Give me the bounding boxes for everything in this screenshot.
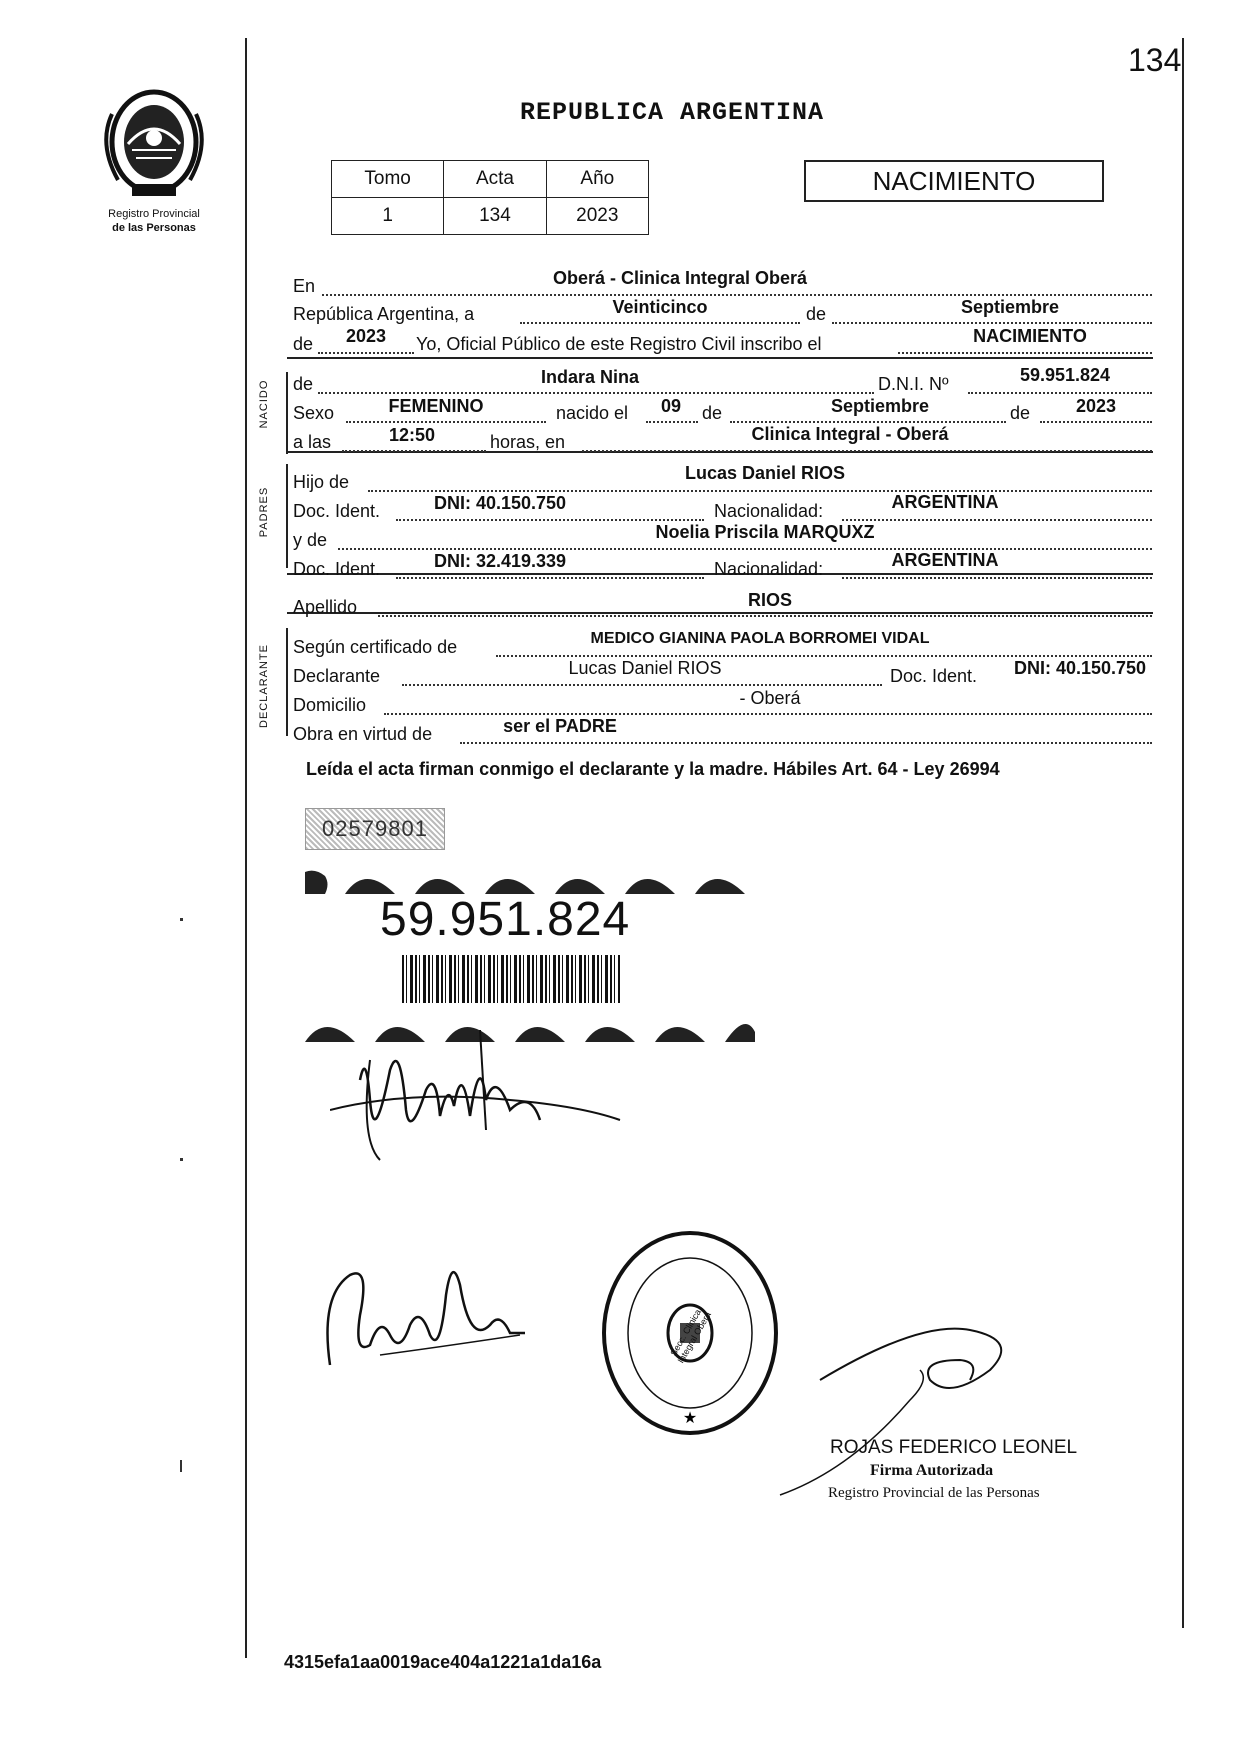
dni-dots (968, 392, 1152, 394)
signature-icon (320, 1255, 540, 1385)
separator-4 (287, 612, 1153, 614)
domicilio-dots (384, 713, 1152, 715)
domicilio-value: - Oberá (739, 688, 801, 708)
right-margin-line (1182, 38, 1184, 1628)
lugar-dots (582, 450, 1152, 452)
nac-de1-label: de (702, 403, 723, 423)
mes-dots (832, 322, 1152, 324)
nac2-value: ARGENTINA (891, 550, 999, 570)
table-value-tomo: 1 (332, 198, 444, 235)
domicilio-label: Domicilio (293, 695, 367, 715)
table-header-anio: Año (546, 161, 648, 198)
stamp-code (305, 808, 445, 850)
nombre-dots (318, 392, 874, 394)
anio-prefix: de (293, 334, 314, 354)
record-type-box: NACIMIENTO (804, 160, 1104, 202)
en-value: Oberá - Clinica Integral Oberá (552, 268, 808, 288)
horas-label: horas, en (490, 432, 566, 452)
table-value-anio: 2023 (546, 198, 648, 235)
yde-label: y de (293, 530, 328, 550)
nac2-dots (842, 577, 1152, 579)
separator-1 (287, 357, 1153, 359)
scan-dot (180, 1460, 182, 1472)
nac-anio-value: 2023 (1075, 396, 1117, 416)
doc1-dots (396, 519, 704, 521)
padres-bracket (286, 464, 288, 568)
inscribo-value: NACIMIENTO (973, 326, 1087, 346)
official-name: ROJAS FEDERICO LEONEL (830, 1437, 1078, 1458)
sexo-dots (346, 421, 546, 423)
apellido-value: RIOS (747, 590, 792, 610)
seal-caption-1: Registro Provincial (108, 208, 200, 220)
cert-dots (496, 655, 1152, 657)
dia-value: Veinticinco (612, 297, 708, 317)
dni-label: D.N.I. Nº (878, 374, 949, 394)
madre-value: Noelia Priscila MARQUXZ (655, 522, 875, 542)
declarante-value: Lucas Daniel RIOS (568, 658, 722, 678)
nombre-de-label: de (293, 374, 314, 394)
obra-label: Obra en virtud de (293, 724, 433, 744)
province-seal (98, 84, 210, 204)
hijo-label: Hijo de (293, 472, 350, 492)
doc2-value: DNI: 32.419.339 (433, 551, 567, 571)
declarante-dots (402, 684, 882, 686)
scan-dot (180, 1158, 183, 1161)
official-org: Registro Provincial de las Personas (828, 1485, 1040, 1501)
sexo-value: FEMENINO (388, 396, 484, 416)
doc2-label: Doc. Ident. (293, 559, 381, 579)
hora-dots (342, 450, 486, 452)
alas-label: a las (293, 432, 332, 452)
page-number: 134 (1128, 42, 1182, 78)
svg-text:★: ★ (682, 1410, 698, 1427)
inscribo-dots (898, 352, 1152, 354)
page-title: REPUBLICA ARGENTINA (520, 98, 825, 127)
side-label-declarante: DECLARANTE (258, 644, 270, 728)
padre-dots (368, 490, 1152, 492)
hora-value: 12:50 (388, 425, 436, 445)
doc3-label: Doc. Ident. (890, 666, 978, 686)
official-role: Firma Autorizada (870, 1462, 994, 1479)
doc3-value: DNI: 40.150.750 (1013, 658, 1147, 678)
nac1-label: Nacionalidad: (714, 501, 824, 521)
doc1-label: Doc. Ident. (293, 501, 381, 521)
declarante-bracket (286, 628, 288, 736)
table-header-acta: Acta (444, 161, 546, 198)
nac1-value: ARGENTINA (891, 492, 999, 512)
en-dots (322, 294, 1152, 296)
left-margin-line (245, 38, 247, 1658)
apellido-label: Apellido (293, 597, 358, 617)
cert-value: MEDICO GIANINA PAOLA BORROMEI VIDAL (590, 630, 930, 647)
cert-label: Según certificado de (293, 637, 458, 657)
mes-value: Septiembre (960, 297, 1060, 317)
nac-anio-dots (1040, 421, 1152, 423)
signature-icon (330, 1030, 630, 1170)
madre-signature (320, 1255, 540, 1385)
nacido-label: nacido el (556, 403, 629, 423)
apellido-dots (378, 615, 1152, 617)
obra-value: ser el PADRE (503, 716, 617, 736)
de-label: de (806, 304, 827, 324)
inscribo-label: Yo, Oficial Público de este Registro Civil inscribo el (416, 334, 822, 354)
sexo-label: Sexo (293, 403, 335, 423)
anio-dots (318, 352, 414, 354)
obra-dots (460, 742, 1152, 744)
dia-dots (520, 322, 800, 324)
nac2-label: Nacionalidad: (714, 559, 824, 579)
acta-table (331, 160, 649, 235)
dni-value: 59.951.824 (1019, 365, 1111, 385)
nac-dia-dots (646, 421, 698, 423)
padre-value: Lucas Daniel RIOS (684, 463, 846, 483)
seal-caption-2: de las Personas (112, 222, 196, 234)
stamp-code-text: 02579801 (322, 816, 428, 841)
dni-sticker-number: 59.951.824 (380, 893, 631, 946)
table-value-acta: 134 (444, 198, 546, 235)
anio-value: 2023 (345, 326, 387, 346)
table-header-tomo: Tomo (332, 161, 444, 198)
fingerprint-pattern-icon (305, 864, 755, 894)
nac-mes-value: Septiembre (830, 396, 930, 416)
madre-dots (338, 548, 1152, 550)
barcode (402, 955, 620, 1003)
nac-de2-label: de (1010, 403, 1031, 423)
province-emblem-icon (98, 84, 210, 204)
doc2-dots (396, 577, 704, 579)
nacido-bracket (286, 372, 288, 454)
nombre-value: Indara Nina (540, 367, 640, 387)
signature-note: Leída el acta firman conmigo el declarante y la madre. Hábiles Art. 64 - Ley 26994 (306, 759, 1000, 779)
nac-dia-value: 09 (660, 396, 682, 416)
en-label: En (293, 276, 316, 296)
side-label-nacido: NACIDO (258, 379, 270, 429)
side-label-padres: PADRES (258, 486, 270, 538)
republica-label: República Argentina, a (293, 304, 475, 324)
official-seal-inner: Secc. Clinica Integral Oberá (668, 1307, 714, 1365)
lugar-value: Clinica Integral - Oberá (751, 424, 949, 444)
declarante-signature (330, 1030, 630, 1170)
nac1-dots (842, 519, 1152, 521)
sticker-pattern-top (305, 864, 755, 894)
nac-mes-dots (730, 421, 1006, 423)
document-hash: 4315efa1aa0019ace404a1221a1da16a (284, 1652, 602, 1672)
doc1-value: DNI: 40.150.750 (433, 493, 567, 513)
declarante-label: Declarante (293, 666, 381, 686)
scan-dot (180, 918, 183, 921)
